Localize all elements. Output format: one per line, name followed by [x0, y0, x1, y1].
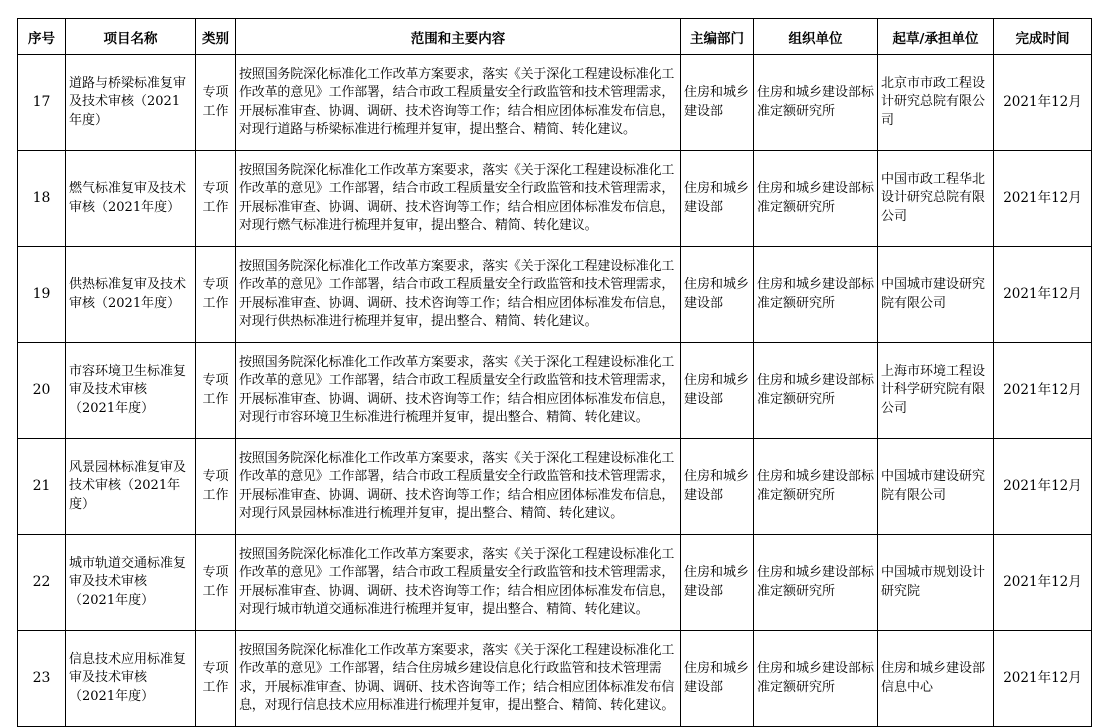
row-number: 18 [18, 151, 66, 247]
table-row [18, 631, 1092, 727]
table-row [18, 55, 1092, 151]
project-name: 市容环境卫生标准复审及技术审核（2021年度） [66, 343, 196, 439]
project-type: 专项工作 [196, 343, 236, 439]
drafting-unit: 住房和城乡建设部信息中心 [878, 631, 994, 727]
drafting-unit: 上海市环境工程设计科学研究院有限公司 [878, 343, 994, 439]
organizing-unit: 住房和城乡建设部标准定额研究所 [754, 631, 878, 727]
row-number: 19 [18, 247, 66, 343]
table-row [18, 247, 1092, 343]
header-no: 序号 [18, 19, 66, 55]
completion-time: 2021年12月 [994, 55, 1092, 151]
project-type: 专项工作 [196, 151, 236, 247]
row-number: 22 [18, 535, 66, 631]
row-number: 17 [18, 55, 66, 151]
lead-department: 住房和城乡建设部 [681, 247, 754, 343]
completion-time: 2021年12月 [994, 535, 1092, 631]
row-number: 20 [18, 343, 66, 439]
header-type: 类别 [196, 19, 236, 55]
project-type: 专项工作 [196, 55, 236, 151]
project-scope: 按照国务院深化标准化工作改革方案要求，落实《关于深化工程建设标准化工作改革的意见》工作部署，结合市政工程质量安全行政监管和技术管理需求，开展标准审查、协调、调研、技术咨询等工作；结合相应团体标准发布信息，对现行市容环境卫生标准进行梳理并复审，提出整合、精简、转化建议。 [236, 343, 681, 439]
drafting-unit: 中国城市规划设计研究院 [878, 535, 994, 631]
project-table [17, 18, 1092, 727]
project-scope: 按照国务院深化标准化工作改革方案要求，落实《关于深化工程建设标准化工作改革的意见》工作部署，结合住房城乡建设信息化行政监管和技术管理需求，开展标准审查、协调、调研、技术咨询等工作；结合相应团体标准发布信息，对现行信息技术应用标准进行梳理并复审，提出整合、精简、转化建议。 [236, 631, 681, 727]
header-completion-time: 完成时间 [994, 19, 1092, 55]
completion-time: 2021年12月 [994, 439, 1092, 535]
organizing-unit: 住房和城乡建设部标准定额研究所 [754, 535, 878, 631]
completion-time: 2021年12月 [994, 247, 1092, 343]
project-type: 专项工作 [196, 535, 236, 631]
project-type: 专项工作 [196, 631, 236, 727]
table-header-row [18, 19, 1092, 55]
drafting-unit: 中国城市建设研究院有限公司 [878, 247, 994, 343]
drafting-unit: 北京市市政工程设计研究总院有限公司 [878, 55, 994, 151]
lead-department: 住房和城乡建设部 [681, 55, 754, 151]
completion-time: 2021年12月 [994, 343, 1092, 439]
table-row [18, 151, 1092, 247]
completion-time: 2021年12月 [994, 151, 1092, 247]
organizing-unit: 住房和城乡建设部标准定额研究所 [754, 151, 878, 247]
lead-department: 住房和城乡建设部 [681, 343, 754, 439]
drafting-unit: 中国市政工程华北设计研究总院有限公司 [878, 151, 994, 247]
lead-department: 住房和城乡建设部 [681, 535, 754, 631]
project-name: 信息技术应用标准复审及技术审核（2021年度） [66, 631, 196, 727]
project-scope: 按照国务院深化标准化工作改革方案要求，落实《关于深化工程建设标准化工作改革的意见》工作部署，结合市政工程质量安全行政监管和技术管理需求，开展标准审查、协调、调研、技术咨询等工作；结合相应团体标准发布信息，对现行燃气标准进行梳理并复审，提出整合、精简、转化建议。 [236, 151, 681, 247]
project-name: 燃气标准复审及技术审核（2021年度） [66, 151, 196, 247]
header-org-unit: 组织单位 [754, 19, 878, 55]
lead-department: 住房和城乡建设部 [681, 151, 754, 247]
project-name: 风景园林标准复审及技术审核（2021年度） [66, 439, 196, 535]
project-name: 道路与桥梁标准复审及技术审核（2021年度） [66, 55, 196, 151]
table-row [18, 439, 1092, 535]
organizing-unit: 住房和城乡建设部标准定额研究所 [754, 247, 878, 343]
header-drafter: 起草/承担单位 [878, 19, 994, 55]
drafting-unit: 中国城市建设研究院有限公司 [878, 439, 994, 535]
lead-department: 住房和城乡建设部 [681, 439, 754, 535]
organizing-unit: 住房和城乡建设部标准定额研究所 [754, 343, 878, 439]
project-name: 城市轨道交通标准复审及技术审核（2021年度） [66, 535, 196, 631]
project-type: 专项工作 [196, 439, 236, 535]
project-name: 供热标准复审及技术审核（2021年度） [66, 247, 196, 343]
header-lead-dept: 主编部门 [681, 19, 754, 55]
project-scope: 按照国务院深化标准化工作改革方案要求，落实《关于深化工程建设标准化工作改革的意见》工作部署，结合市政工程质量安全行政监管和技术管理需求，开展标准审查、协调、调研、技术咨询等工作；结合相应团体标准发布信息，对现行风景园林标准进行梳理并复审，提出整合、精简、转化建议。 [236, 439, 681, 535]
project-scope: 按照国务院深化标准化工作改革方案要求，落实《关于深化工程建设标准化工作改革的意见》工作部署，结合市政工程质量安全行政监管和技术管理需求，开展标准审查、协调、调研、技术咨询等工作；结合相应团体标准发布信息，对现行城市轨道交通标准进行梳理并复审，提出整合、精简、转化建议。 [236, 535, 681, 631]
project-scope: 按照国务院深化标准化工作改革方案要求，落实《关于深化工程建设标准化工作改革的意见》工作部署，结合市政工程质量安全行政监管和技术管理需求，开展标准审查、协调、调研、技术咨询等工作；结合相应团体标准发布信息，对现行供热标准进行梳理并复审，提出整合、精简、转化建议。 [236, 247, 681, 343]
header-scope: 范围和主要内容 [236, 19, 681, 55]
header-name: 项目名称 [66, 19, 196, 55]
row-number: 23 [18, 631, 66, 727]
project-type: 专项工作 [196, 247, 236, 343]
project-scope: 按照国务院深化标准化工作改革方案要求，落实《关于深化工程建设标准化工作改革的意见》工作部署，结合市政工程质量安全行政监管和技术管理需求，开展标准审查、协调、调研、技术咨询等工作；结合相应团体标准发布信息，对现行道路与桥梁标准进行梳理并复审，提出整合、精简、转化建议。 [236, 55, 681, 151]
lead-department: 住房和城乡建设部 [681, 631, 754, 727]
row-number: 21 [18, 439, 66, 535]
completion-time: 2021年12月 [994, 631, 1092, 727]
table-row [18, 535, 1092, 631]
table-row [18, 343, 1092, 439]
organizing-unit: 住房和城乡建设部标准定额研究所 [754, 439, 878, 535]
organizing-unit: 住房和城乡建设部标准定额研究所 [754, 55, 878, 151]
